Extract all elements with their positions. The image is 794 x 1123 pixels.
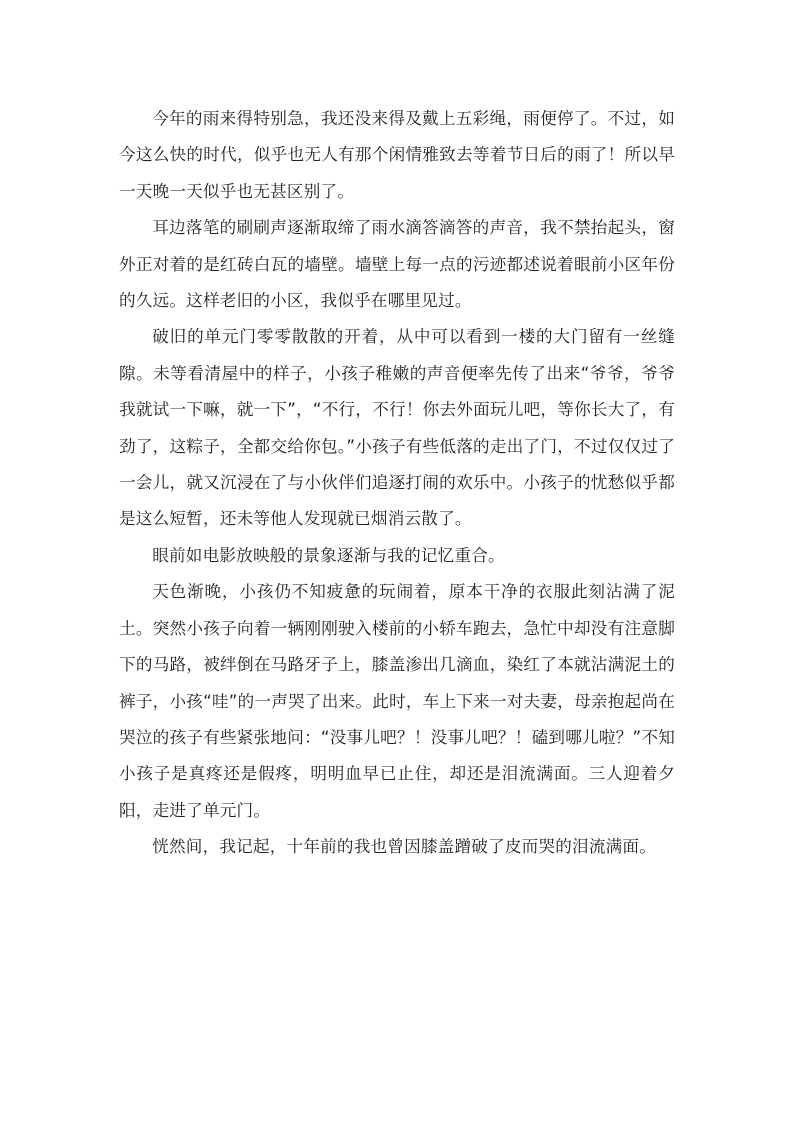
paragraph-6: 恍然间，我记起，十年前的我也曾因膝盖蹭破了皮而哭的泪流满面。 [152, 837, 656, 857]
paragraph-3: 破旧的单元门零零散散的开着，从中可以看到一楼的大门留有一丝缝隙。未等看清屋中的样子，小孩子稚嫩的声音便率先传了出来“爷爷，爷爷我就试一下嘛，就一下”，“不行，不行！你去外面玩儿吧，等你长大了，有劲了，这粽子，全都交给你包。”小孩子有些低落的走出了门，不过仅仅过了一会儿，就又沉浸在了与小伙伴们追逐打闹的欢乐中。小孩子的忧愁似乎都是这么短暂，还未等他人发现就已烟消云散了。 [119, 327, 675, 529]
paragraph-4: 眼前如电影放映般的景象逐渐与我的记忆重合。 [152, 545, 505, 565]
paragraph-2: 耳边落笔的刷刷声逐渐取缔了雨水滴答滴答的声音，我不禁抬起头，窗外正对着的是红砖白瓦的墙壁。墙壁上每一点的污迹都述说着眼前小区年份的久远。这样老旧的小区，我似乎在哪里见过。 [119, 218, 675, 311]
paragraph-1: 今年的雨来得特别急，我还没来得及戴上五彩绳，雨便停了。不过，如今这么快的时代，似乎也无人有那个闲情雅致去等着节日后的雨了！所以早一天晚一天似乎也无甚区别了。 [119, 109, 675, 201]
document-body [119, 101, 675, 866]
paragraph-5: 天色渐晚，小孩仍不知疲惫的玩闹着，原本干净的衣服此刻沾满了泥土。突然小孩子向着一辆刚刚驶入楼前的小轿车跑去，急忙中却没有注意脚下的马路，被绊倒在马路牙子上，膝盖渗出几滴血，染红了本就沾满泥土的裤子，小孩“哇”的一声哭了出来。此时，车上下来一对夫妻，母亲抱起尚在哭泣的孩子有些紧张地问：“没事儿吧？！没事儿吧？！磕到哪儿啦？”不知小孩子是真疼还是假疼，明明血早已止住，却还是泪流满面。三人迎着夕阳，走进了单元门。 [119, 582, 675, 820]
